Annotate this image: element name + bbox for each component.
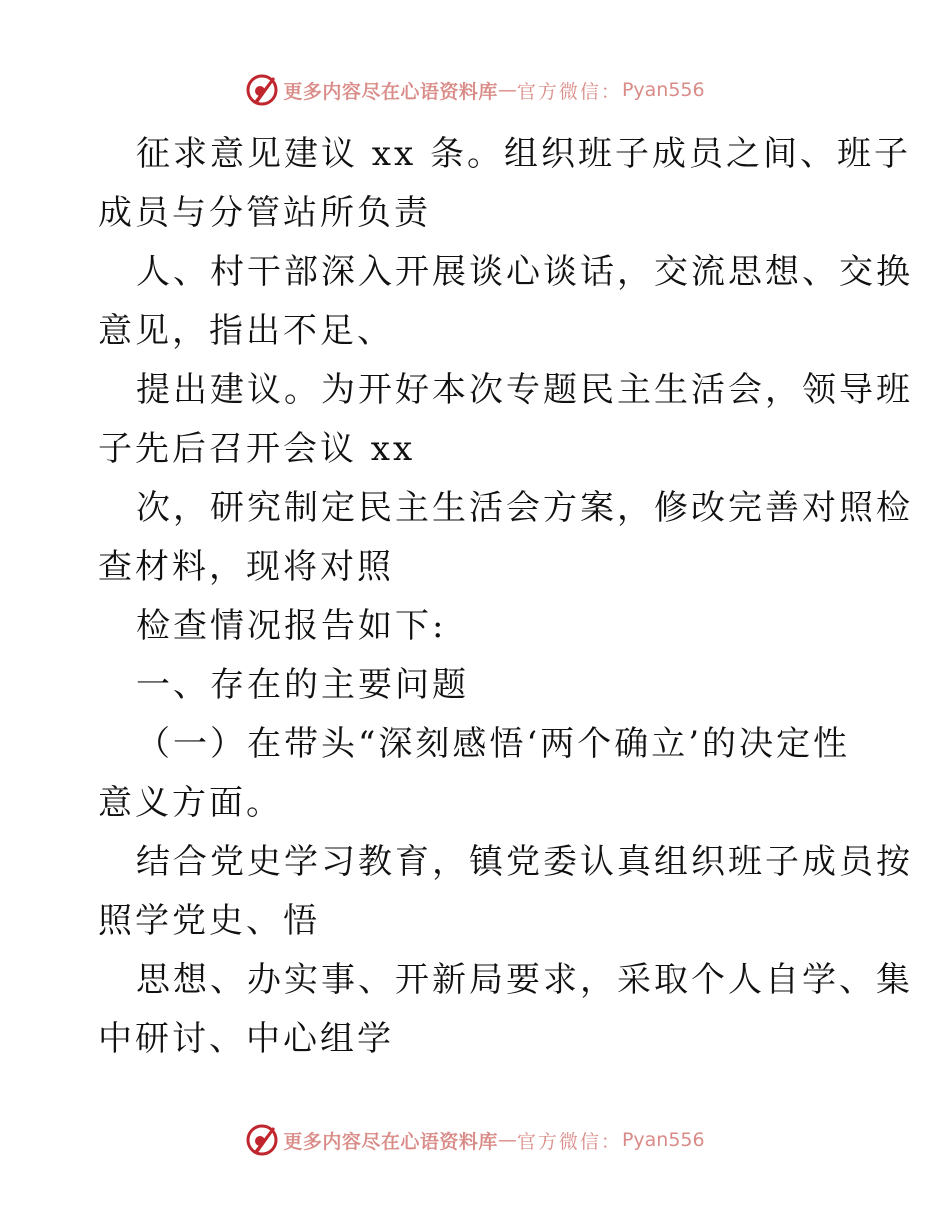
body-line: 检查情况报告如下: bbox=[136, 606, 447, 646]
body-line: 意见，指出不足、 bbox=[98, 311, 394, 351]
banner-site-text: 更多内容尽在心语资料库 bbox=[283, 1130, 498, 1153]
footer-banner bbox=[0, 1120, 950, 1160]
banner-wechat-label: 官方微信： bbox=[516, 1130, 622, 1153]
body-line: 人、村干部深入开展谈心谈话，交流思想、交换 bbox=[136, 252, 913, 292]
body-line: 成员与分管站所负责 bbox=[98, 193, 431, 233]
body-line: 子先后召开会议 xx bbox=[98, 429, 416, 469]
banner-wechat-id: Pyan556 bbox=[621, 79, 705, 101]
body-line: 中研讨、中心组学 bbox=[98, 1019, 394, 1059]
body-line: 提出建议。为开好本次专题民主生活会，领导班 bbox=[136, 370, 913, 410]
body-line: 征求意见建议 xx 条。组织班子成员之间、班子 bbox=[136, 134, 911, 174]
banner-site-text: 更多内容尽在心语资料库 bbox=[283, 80, 498, 103]
body-line: 意义方面。 bbox=[98, 783, 283, 823]
banner-wechat-id: Pyan556 bbox=[621, 1129, 705, 1151]
quill-logo-icon bbox=[245, 73, 279, 107]
banner-dash: — bbox=[497, 79, 517, 101]
quill-logo-icon bbox=[245, 1123, 279, 1157]
body-line: 查材料，现将对照 bbox=[98, 547, 394, 587]
subsection-heading: （一）在带头“深刻感悟‘两个确立’的决定性 bbox=[136, 724, 850, 764]
body-line: 结合党史学习教育，镇党委认真组织班子成员按 bbox=[136, 842, 913, 882]
header-banner bbox=[0, 70, 950, 110]
body-line: 照学党史、悟 bbox=[98, 901, 320, 941]
banner-dash: — bbox=[497, 1129, 517, 1151]
document-body bbox=[98, 125, 913, 1069]
body-line: 思想、办实事、开新局要求，采取个人自学、集 bbox=[136, 960, 913, 1000]
section-heading: 一、存在的主要问题 bbox=[136, 665, 469, 705]
banner-wechat-label: 官方微信： bbox=[516, 80, 622, 103]
body-line: 次，研究制定民主生活会方案，修改完善对照检 bbox=[136, 488, 913, 528]
